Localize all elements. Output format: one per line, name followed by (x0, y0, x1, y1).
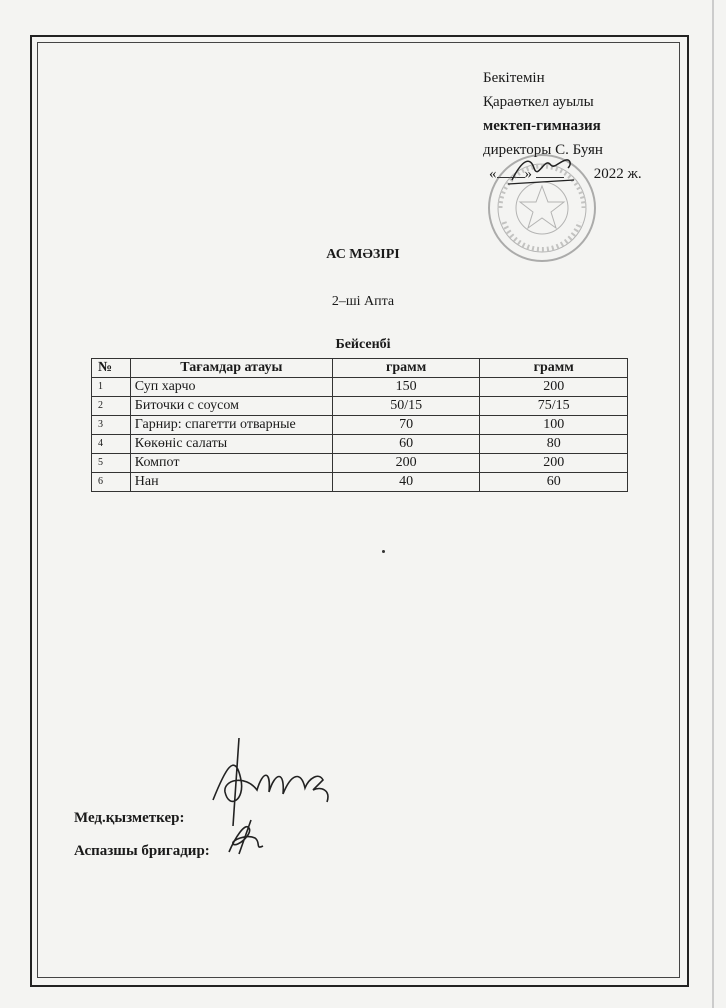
dish-name: Көкөніс салаты (130, 435, 332, 454)
date-close-quote: » (524, 166, 532, 182)
dish-name: Гарнир: спагетти отварные (130, 416, 332, 435)
gram-2: 75/15 (480, 397, 628, 416)
table-row (92, 454, 628, 473)
menu-table (91, 358, 628, 492)
scan-edge (712, 0, 714, 1008)
header-dish-name: Тағамдар атауы (130, 359, 332, 378)
gram-2: 60 (480, 473, 628, 492)
row-number: 4 (92, 435, 131, 454)
table-row (92, 435, 628, 454)
medical-worker-label: Мед.қызметкер: (74, 810, 185, 826)
day-label: Бейсенбі (335, 337, 391, 352)
cook-brigadier-label: Аспазшы бригадир: (74, 843, 210, 859)
header-gram-2: грамм (480, 359, 628, 378)
row-number: 1 (92, 378, 131, 397)
header-number: № (92, 359, 131, 378)
dish-name: Компот (130, 454, 332, 473)
gram-1: 50/15 (332, 397, 480, 416)
date-open-quote: « (489, 166, 497, 182)
dish-name: Суп харчо (130, 378, 332, 397)
row-number: 5 (92, 454, 131, 473)
header-gram-1: грамм (332, 359, 480, 378)
row-number: 6 (92, 473, 131, 492)
dish-name: Нан (130, 473, 332, 492)
approval-line-4: директоры С. Буян (483, 142, 603, 158)
gram-1: 150 (332, 378, 480, 397)
gram-1: 200 (332, 454, 480, 473)
row-number: 2 (92, 397, 131, 416)
table-header-row (92, 359, 628, 378)
gram-2: 100 (480, 416, 628, 435)
gram-2: 200 (480, 378, 628, 397)
table-row (92, 397, 628, 416)
table-row (92, 416, 628, 435)
gram-2: 80 (480, 435, 628, 454)
row-number: 3 (92, 416, 131, 435)
approval-line-3: мектеп-гимназия (483, 118, 601, 134)
table-row (92, 473, 628, 492)
dish-name: Биточки с соусом (130, 397, 332, 416)
approval-line-2: Қараөткел ауылы (483, 94, 594, 110)
gram-2: 200 (480, 454, 628, 473)
medical-signature-icon (205, 730, 355, 830)
gram-1: 40 (332, 473, 480, 492)
gram-1: 70 (332, 416, 480, 435)
gram-1: 60 (332, 435, 480, 454)
approval-line-1: Бекітемін (483, 70, 545, 86)
stray-dot (382, 550, 385, 553)
table-row (92, 378, 628, 397)
menu-title: АС МӘЗІРІ (326, 247, 400, 262)
director-signature-icon (508, 150, 578, 190)
date-year: 2022 ж. (593, 166, 642, 182)
week-label: 2–ші Апта (331, 294, 395, 309)
cook-signature-icon (225, 818, 270, 856)
